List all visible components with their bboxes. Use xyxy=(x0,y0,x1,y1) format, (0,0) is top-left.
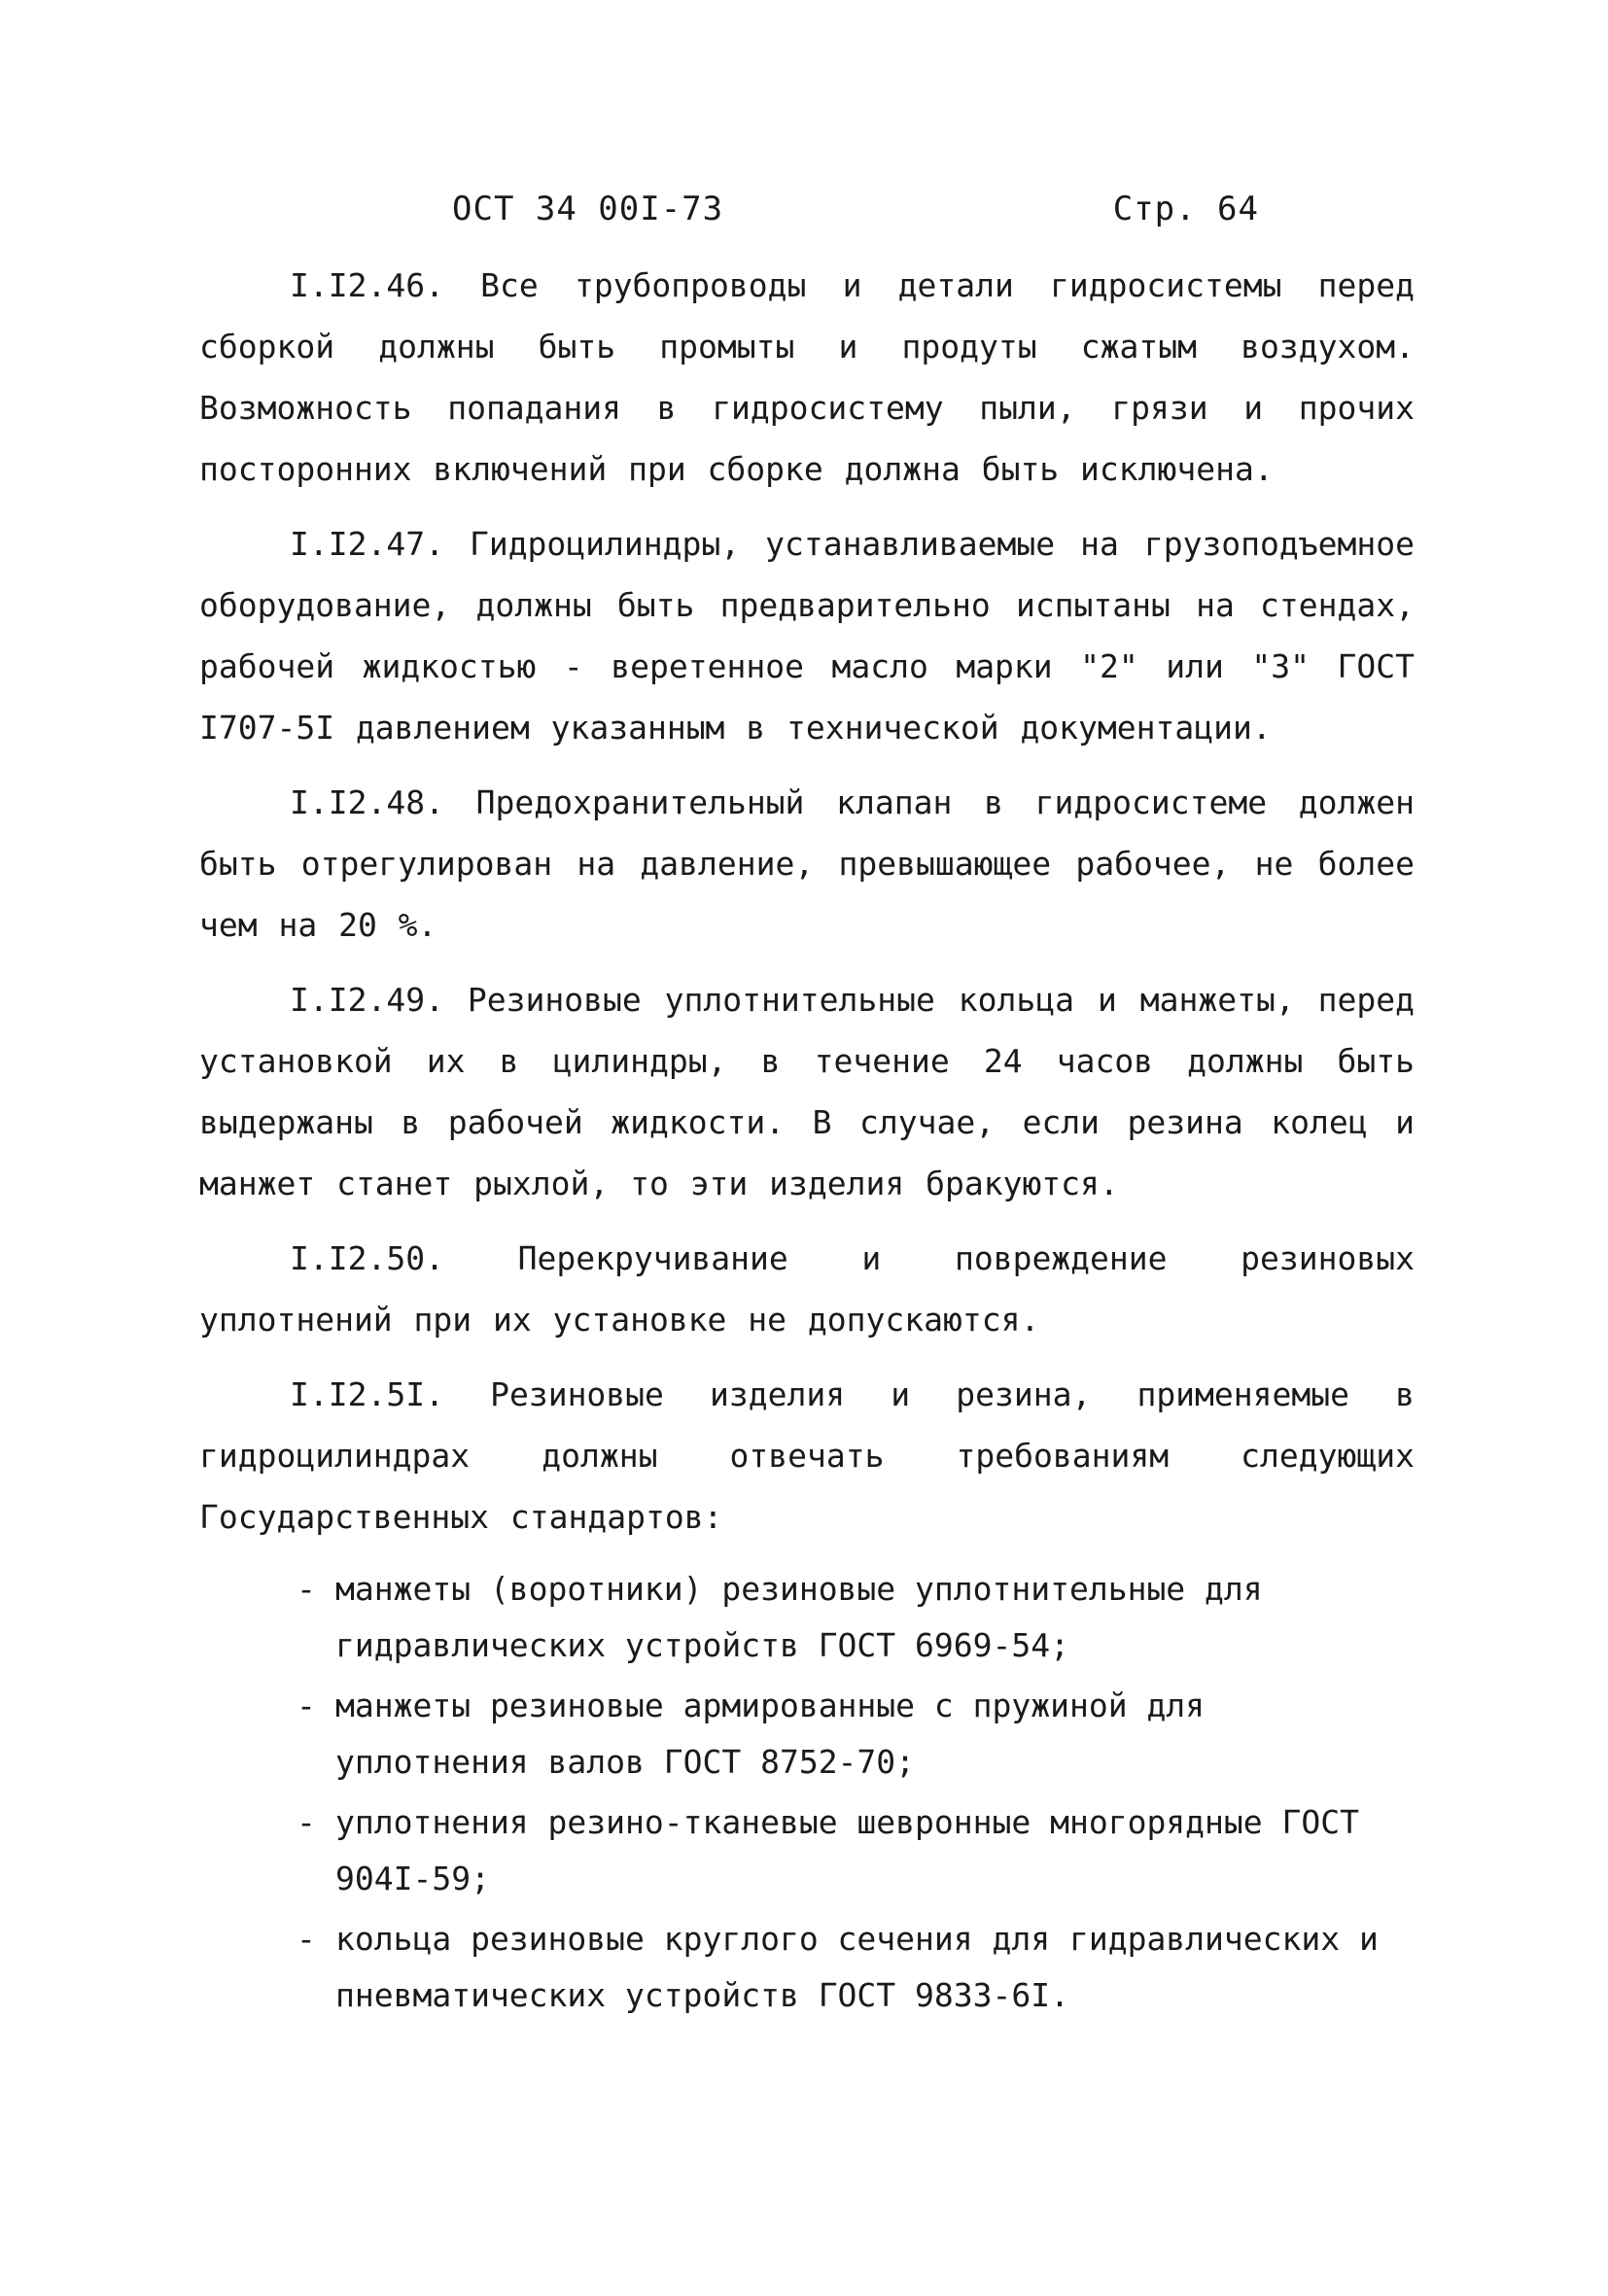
clause-number: I.I2.50. xyxy=(290,1239,444,1277)
clause-text: Резиновые изделия и резина, применяемые в гидроцилиндрах должны отвечать требованиям следующих Государственных стандартов: xyxy=(199,1375,1415,1536)
clause-number: I.I2.48. xyxy=(290,783,444,821)
paragraph-1-12-46 xyxy=(199,255,1415,500)
paragraph-1-12-49 xyxy=(199,969,1415,1214)
clause-text: Предохранительный клапан в гидросистеме должен быть отрегулирован на давление, превышающее рабочее, не более чем на 20 %. xyxy=(199,783,1415,944)
list-dash: - xyxy=(297,1570,316,1608)
clause-number: I.I2.46. xyxy=(290,266,444,304)
document-body xyxy=(199,255,1415,2028)
page-number: Стр. 64 xyxy=(1112,190,1259,228)
list-item xyxy=(199,1911,1415,2024)
clause-text: Резиновые уплотнительные кольца и манжеты, перед установкой их в цилиндры, в течение 24 часов должны быть выдержаны в рабочей жидкости. В случае, если резина колец и манжет станет рыхлой, то эти изделия бракуются. xyxy=(199,981,1415,1202)
list-item-text: кольца резиновые круглого сечения для гидравлических и пневматических устройств ГОСТ 9833-6I. xyxy=(335,1920,1379,2014)
clause-text: Гидроцилиндры, устанавливаемые на грузоподъемное оборудование, должны быть предварительно испытаны на стендах, рабочей жидкостью - веретенное масло марки "2" или "3" ГОСТ I707-5I давлением указанным в технической документации. xyxy=(199,525,1415,747)
list-dash: - xyxy=(297,1803,316,1841)
list-item xyxy=(199,1678,1415,1791)
paragraph-1-12-50 xyxy=(199,1228,1415,1350)
clause-text: Все трубопроводы и детали гидросистемы перед сборкой должны быть промыты и продуты сжатым воздухом. Возможность попадания в гидросистему пыли, грязи и прочих посторонних включений при сборке должна быть исключена. xyxy=(199,266,1415,488)
clause-number: I.I2.49. xyxy=(290,981,444,1019)
list-item xyxy=(199,1794,1415,1907)
list-item-text: уплотнения резино-тканевые шевронные многорядные ГОСТ 904I-59; xyxy=(335,1803,1359,1897)
list-item-text: манжеты резиновые армированные с пружиной для уплотнения валов ГОСТ 8752-70; xyxy=(335,1687,1206,1781)
clause-number: I.I2.47. xyxy=(290,525,444,563)
standards-list xyxy=(199,1561,1415,2024)
list-dash: - xyxy=(297,1920,316,1958)
paragraph-1-12-51 xyxy=(199,1364,1415,1548)
document-code: ОСТ 34 00I-73 xyxy=(452,190,724,228)
paragraph-1-12-48 xyxy=(199,772,1415,956)
clause-number: I.I2.5I. xyxy=(290,1375,444,1413)
paragraph-1-12-47 xyxy=(199,513,1415,758)
page-header xyxy=(452,190,1259,248)
clause-text: Перекручивание и повреждение резиновых уплотнений при их установке не допускаются. xyxy=(199,1239,1415,1339)
list-dash: - xyxy=(297,1687,316,1724)
list-item xyxy=(199,1561,1415,1674)
list-item-text: манжеты (воротники) резиновые уплотнительные для гидравлических устройств ГОСТ 6969-54; xyxy=(335,1570,1263,1664)
